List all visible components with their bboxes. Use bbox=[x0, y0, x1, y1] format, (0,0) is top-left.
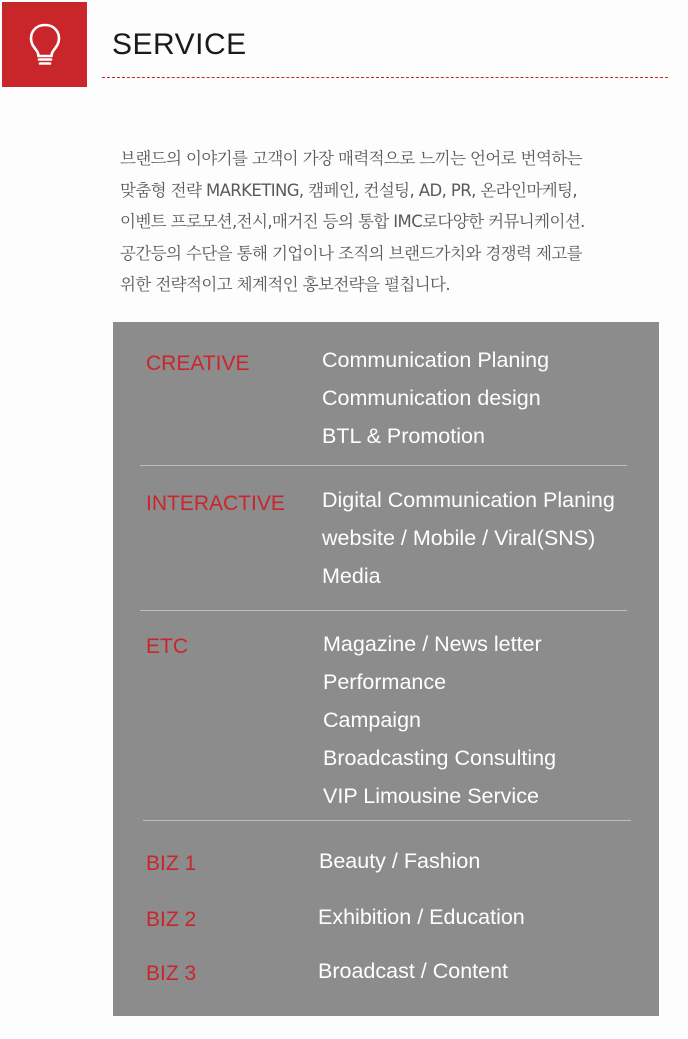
service-item: Magazine / News letter bbox=[323, 632, 542, 656]
biz-value-2: Exhibition / Education bbox=[318, 905, 525, 929]
biz-label-2: BIZ 2 bbox=[146, 908, 197, 931]
title-divider bbox=[102, 77, 668, 78]
interactive-items bbox=[322, 481, 615, 595]
intro-paragraph bbox=[120, 143, 668, 301]
biz-value-1: Beauty / Fashion bbox=[319, 849, 481, 873]
service-item: Media bbox=[322, 564, 381, 588]
intro-line: 맞춤형 전략 MARKETING, 캠페인, 컨설팅, AD, PR, 온라인마케팅, bbox=[120, 180, 578, 200]
service-item: Communication Planing bbox=[322, 348, 550, 372]
biz-label-1: BIZ 1 bbox=[146, 852, 197, 875]
service-icon-box bbox=[2, 2, 87, 87]
service-item: BTL & Promotion bbox=[322, 424, 485, 448]
services-panel bbox=[113, 322, 659, 1016]
section-divider bbox=[143, 820, 631, 821]
service-item: Performance bbox=[323, 670, 447, 694]
section-divider bbox=[140, 465, 627, 466]
biz-value-3: Broadcast / Content bbox=[318, 959, 509, 983]
intro-line: 위한 전략적이고 체계적인 홍보전략을 펼칩니다. bbox=[120, 275, 451, 294]
service-item: Digital Communication Planing bbox=[322, 488, 615, 512]
intro-line: 공간등의 수단을 통해 기업이나 조직의 브랜드가치와 경쟁력 제고를 bbox=[120, 243, 583, 263]
service-item: Broadcasting Consulting bbox=[323, 746, 557, 770]
page-title: SERVICE bbox=[112, 28, 247, 61]
category-creative: CREATIVE bbox=[146, 352, 250, 375]
intro-line: 이벤트 프로모션,전시,매거진 등의 통합 IMC로다양한 커뮤니케이션. bbox=[120, 212, 585, 231]
creative-items bbox=[322, 341, 549, 455]
category-interactive: INTERACTIVE bbox=[146, 492, 285, 515]
section-divider bbox=[140, 610, 627, 611]
service-item: VIP Limousine Service bbox=[323, 784, 539, 808]
service-item: Campaign bbox=[323, 708, 421, 732]
category-etc: ETC bbox=[146, 635, 188, 658]
lightbulb-icon bbox=[28, 22, 62, 68]
service-item: website / Mobile / Viral(SNS) bbox=[322, 526, 596, 550]
etc-items bbox=[323, 625, 556, 815]
intro-line: 브랜드의 이야기를 고객이 가장 매력적으로 느끼는 언어로 번역하는 bbox=[120, 149, 583, 168]
biz-label-3: BIZ 3 bbox=[146, 962, 197, 985]
service-item: Communication design bbox=[322, 386, 541, 410]
